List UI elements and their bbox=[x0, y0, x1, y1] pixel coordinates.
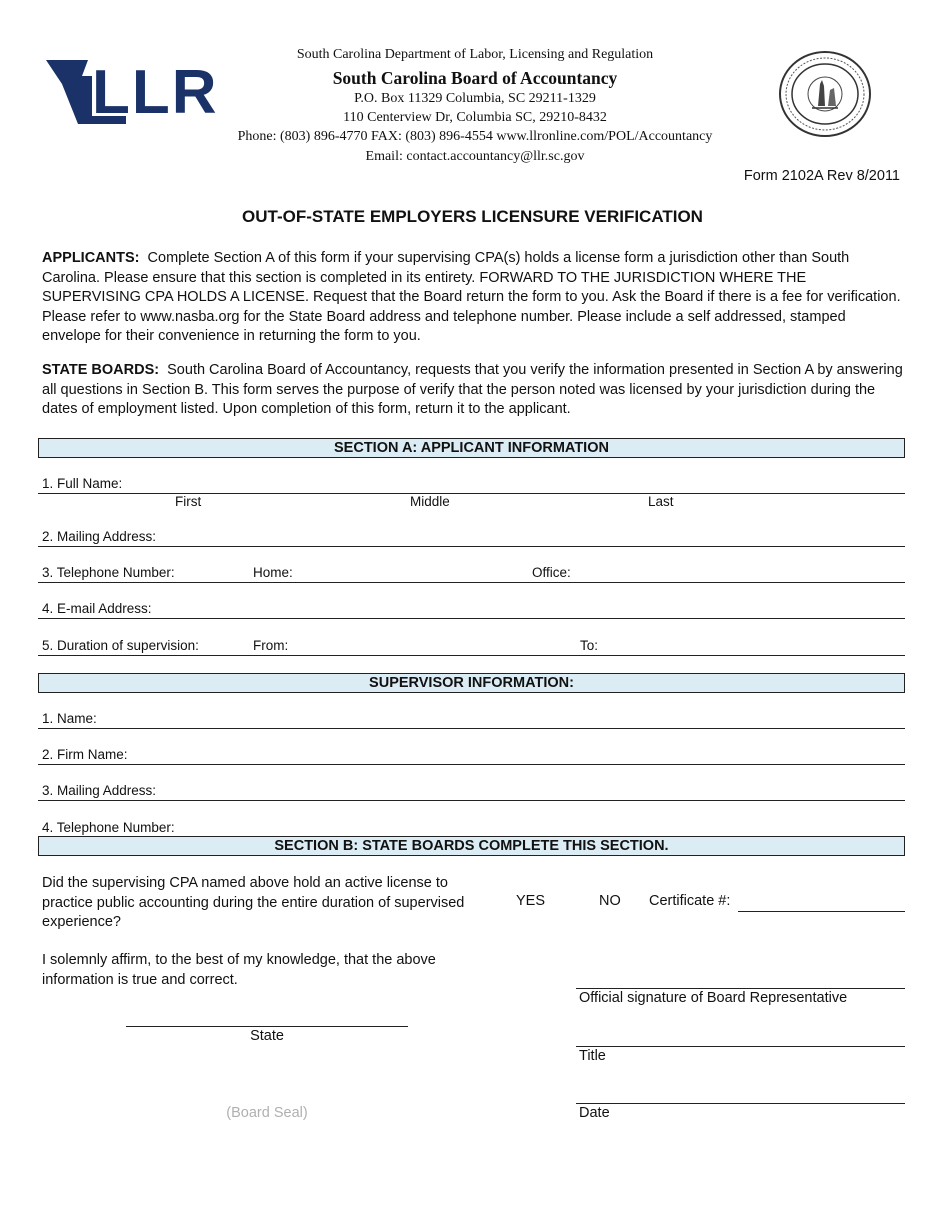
firm-name-input[interactable] bbox=[138, 744, 900, 764]
section-b-heading: SECTION B: STATE BOARDS COMPLETE THIS SECTION. bbox=[38, 836, 905, 856]
po-box: P.O. Box 11329 Columbia, SC 29211-1329 bbox=[354, 91, 596, 106]
seal-graphic bbox=[778, 50, 873, 138]
date-caption: Date bbox=[579, 1105, 610, 1121]
board-seal-placeholder: (Board Seal) bbox=[226, 1105, 308, 1121]
applicant-mailing-label: 2. Mailing Address: bbox=[42, 529, 157, 544]
date-line[interactable] bbox=[576, 1103, 905, 1104]
email-line: Email: contact.accountancy@llr.sc.gov bbox=[365, 149, 585, 164]
to-date-input[interactable] bbox=[606, 635, 900, 655]
license-question: Did the supervising CPA named above hold an active license to practice public accounting during the entire duration of supervised experience? bbox=[42, 875, 465, 930]
title-line[interactable] bbox=[576, 1046, 905, 1047]
yes-option[interactable]: YES bbox=[516, 893, 546, 909]
supervisor-name-input[interactable] bbox=[105, 708, 900, 728]
affirmation-text: I solemnly affirm, to the best of my knowledge, that the above information is true and correct. bbox=[42, 952, 436, 988]
email-line bbox=[38, 618, 905, 619]
supervisor-mailing-line bbox=[38, 800, 905, 801]
supervisor-heading: SUPERVISOR INFORMATION: bbox=[38, 673, 905, 693]
home-label: Home: bbox=[253, 565, 293, 580]
section-a-heading: SECTION A: APPLICANT INFORMATION bbox=[38, 438, 905, 458]
full-name-line bbox=[38, 493, 905, 494]
duration-label: 5. Duration of supervision: bbox=[42, 638, 199, 653]
signature-caption: Official signature of Board Representative bbox=[579, 990, 848, 1006]
state-caption: State bbox=[250, 1028, 284, 1044]
state-line[interactable] bbox=[126, 1026, 408, 1027]
signature-line[interactable] bbox=[576, 988, 905, 989]
state-boards-label: STATE BOARDS: bbox=[42, 362, 160, 378]
page-title: OUT-OF-STATE EMPLOYERS LICENSURE VERIFICATION bbox=[242, 207, 703, 226]
applicant-telephone-label: 3. Telephone Number: bbox=[42, 565, 175, 580]
office-label: Office: bbox=[532, 565, 571, 580]
full-name-input[interactable] bbox=[130, 474, 900, 494]
office-phone-input[interactable] bbox=[582, 562, 900, 582]
applicants-label: APPLICANTS: bbox=[42, 250, 140, 266]
certificate-label: Certificate #: bbox=[649, 893, 731, 909]
to-label: To: bbox=[580, 638, 599, 653]
full-name-label: 1. Full Name: bbox=[42, 476, 123, 491]
dept-name: South Carolina Department of Labor, Licensing and Regulation bbox=[296, 47, 654, 62]
from-date-input[interactable] bbox=[296, 635, 566, 655]
state-seal bbox=[778, 50, 873, 138]
duration-line bbox=[38, 655, 905, 656]
email-label: 4. E-mail Address: bbox=[42, 601, 152, 616]
board-name: South Carolina Board of Accountancy bbox=[332, 68, 618, 88]
from-label: From: bbox=[253, 638, 289, 653]
street-address: 110 Centerview Dr, Columbia SC, 29210-8432 bbox=[343, 110, 607, 125]
applicants-text: Complete Section A of this form if your supervising CPA(s) holds a license form a jurisdiction other than South Carolina. Please ensure that this section is completed in its entirety. FORWARD TO THE JURISDICTION WHERE THE SUPERVISING CPA HOLDS A LICENSE. Request that the Board return the form to you. Ask the Board if there is a fee for verification. Please refer to www.nasba.org for the State Board address and telephone number. Please include a self addressed, stamped envelope for their convenience in returning the form to you. bbox=[42, 250, 901, 344]
supervisor-name-line bbox=[38, 728, 905, 729]
supervisor-telephone-input[interactable] bbox=[190, 817, 900, 837]
phone-fax-web: Phone: (803) 896-4770 FAX: (803) 896-4554 www.llronline.com/POL/Accountancy bbox=[237, 129, 713, 144]
first-caption: First bbox=[175, 494, 202, 509]
title-caption: Title bbox=[579, 1048, 606, 1064]
home-phone-input[interactable] bbox=[300, 562, 520, 582]
certificate-input[interactable] bbox=[740, 892, 903, 912]
supervisor-mailing-label: 3. Mailing Address: bbox=[42, 783, 157, 798]
state-boards-text: South Carolina Board of Accountancy, requests that you verify the information presented in Section A by answering all questions in Section B. This form serves the purpose of verify that the person noted was licensed by your jurisdiction during the dates of employment listed. Upon completion of this form, return it to the applicant. bbox=[42, 362, 903, 417]
middle-caption: Middle bbox=[410, 494, 450, 509]
applicant-mailing-input[interactable] bbox=[170, 526, 900, 546]
last-caption: Last bbox=[648, 494, 674, 509]
no-option[interactable]: NO bbox=[599, 893, 621, 909]
applicant-mailing-line bbox=[38, 546, 905, 547]
supervisor-telephone-label: 4. Telephone Number: bbox=[42, 820, 175, 835]
supervisor-name-label: 1. Name: bbox=[42, 711, 97, 726]
logo-text: LLR bbox=[92, 58, 219, 127]
certificate-line bbox=[738, 911, 905, 912]
firm-name-line bbox=[38, 764, 905, 765]
form-number: Form 2102A Rev 8/2011 bbox=[743, 168, 900, 184]
applicant-telephone-line bbox=[38, 582, 905, 583]
applicants-instructions bbox=[42, 249, 908, 347]
supervisor-mailing-input[interactable] bbox=[170, 780, 900, 800]
firm-name-label: 2. Firm Name: bbox=[42, 747, 128, 762]
state-boards-instructions bbox=[42, 361, 908, 420]
email-input[interactable] bbox=[165, 598, 900, 618]
